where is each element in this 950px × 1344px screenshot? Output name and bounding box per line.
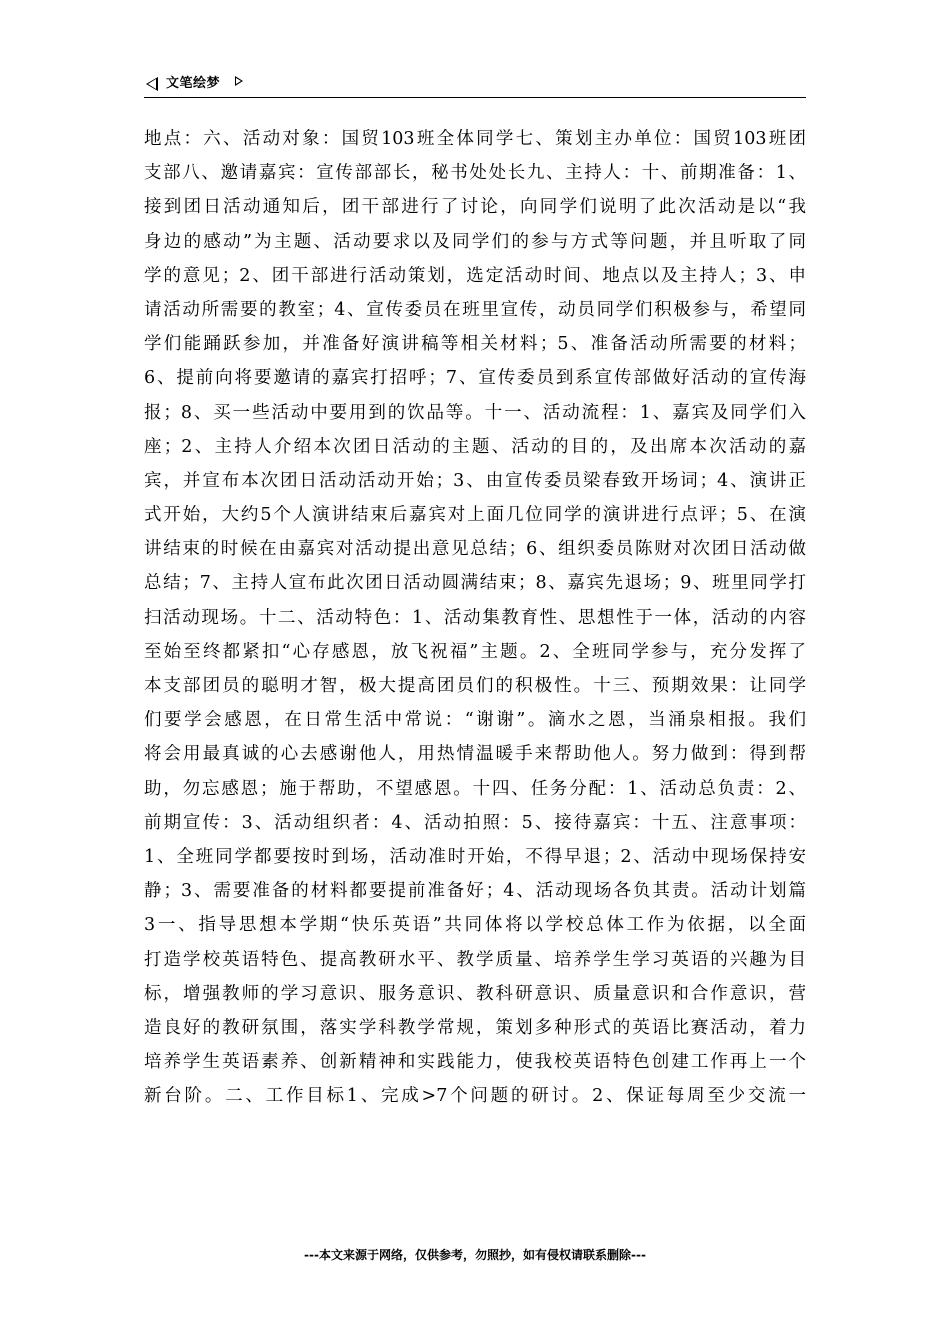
text-line: 本支部团员的聪明才智，极大提高团员们的积极性。十三、预期效果：让同学	[144, 676, 806, 696]
text-line: 培养学生英语素养、创新精神和实践能力，使我校英语特色创建工作再上一个	[144, 1052, 806, 1073]
text-line: 学们能踊跃参加，并准备好演讲稿等相关材料；5、准备活动所需要的材料；	[144, 334, 806, 355]
text-line: 地点：六、活动对象：国贸103班全体同学七、策划主办单位：国贸103班团	[144, 129, 806, 149]
footer-notice: ---本文来源于网络，仅供参考，勿照抄，如有侵权请联系删除---	[304, 1248, 646, 1262]
header-brand: 文笔绘梦	[166, 76, 221, 91]
text-line: 宾，并宣布本次团日活动活动开始；3、由宣传委员梁春致开场词；4、演讲正	[144, 470, 806, 491]
text-line: 打造学校英语特色、提高教研水平、教学质量、培养学生学习英语的兴趣为目	[144, 949, 806, 970]
text-line: 1、全班同学都要按时到场，活动准时开始，不得早退；2、活动中现场保持安	[144, 846, 806, 867]
text-line: 报；8、买一些活动中要用到的饮品等。十一、活动流程：1、嘉宾及同学们入	[144, 402, 806, 423]
text-line: 支部八、邀请嘉宾：宣传部部长，秘书处处长九、主持人：十、前期准备：1、	[144, 163, 806, 184]
header-rule	[144, 97, 806, 98]
text-line: 扫活动现场。十二、活动特色：1、活动集教育性、思想性于一体，活动的内容	[144, 607, 806, 628]
text-line: 请活动所需要的教室；4、宣传委员在班里宣传，动员同学们积极参与，希望同	[144, 299, 806, 320]
text-line: 静；3、需要准备的材料都要提前准备好；4、活动现场各负其责。活动计划篇	[144, 881, 806, 902]
text-line: 助，勿忘感恩；施于帮助，不望感恩。十四、任务分配：1、活动总负责：2、	[144, 778, 806, 799]
text-line: 身边的感动”为主题、活动要求以及同学们的参与方式等问题，并且听取了同	[144, 231, 806, 252]
text-line: 造良好的教研氛围，落实学科教学常规，策划多种形式的英语比赛活动，着力	[144, 1017, 806, 1038]
text-line: 学的意见；2、团干部进行活动策划，选定活动时间、地点以及主持人；3、申	[144, 265, 806, 286]
text-line: 们要学会感恩，在日常生活中常说：“谢谢”。滴水之恩，当涌泉相报。我们	[144, 710, 806, 731]
text-line: 新台阶。二、工作目标1、完成>7个问题的研讨。2、保证每周至少交流一	[144, 1086, 806, 1107]
page-header	[144, 74, 806, 98]
text-line: 将会用最真诚的心去感谢他人，用热情温暖手来帮助他人。努力做到：得到帮	[144, 744, 806, 765]
text-line: 式开始，大约5个人演讲结束后嘉宾对上面几位同学的演讲进行点评；5、在演	[144, 505, 806, 526]
text-line: 接到团日活动通知后，团干部进行了讨论，向同学们说明了此次活动是以“我	[144, 197, 806, 218]
text-line: 总结；7、主持人宣布此次团日活动圆满结束；8、嘉宾先退场；9、班里同学打	[144, 573, 806, 594]
text-line: 前期宣传：3、活动组织者：4、活动拍照：5、接待嘉宾：十五、注意事项：	[144, 812, 806, 833]
text-line: 3一、指导思想本学期“快乐英语”共同体将以学校总体工作为依据，以全面	[144, 915, 806, 936]
text-line: 至始至终都紧扣“心存感恩，放飞祝福”主题。2、全班同学参与，充分发挥了	[144, 641, 806, 662]
text-line: 讲结束的时候在由嘉宾对活动提出意见总结；6、组织委员陈财对次团日活动做	[144, 539, 806, 560]
text-line: 标，增强教师的学习意识、服务意识、教科研意识、质量意识和合作意识，营	[144, 983, 806, 1004]
body-text	[144, 122, 806, 1113]
text-line: 座；2、主持人介绍本次团日活动的主题、活动的目的，及出席本次活动的嘉	[144, 436, 806, 457]
triangle-right-icon	[235, 76, 243, 86]
triangle-left-icon	[146, 77, 158, 91]
text-line: 6、提前向将要邀请的嘉宾打招呼；7、宣传委员到系宣传部做好活动的宣传海	[144, 368, 806, 389]
